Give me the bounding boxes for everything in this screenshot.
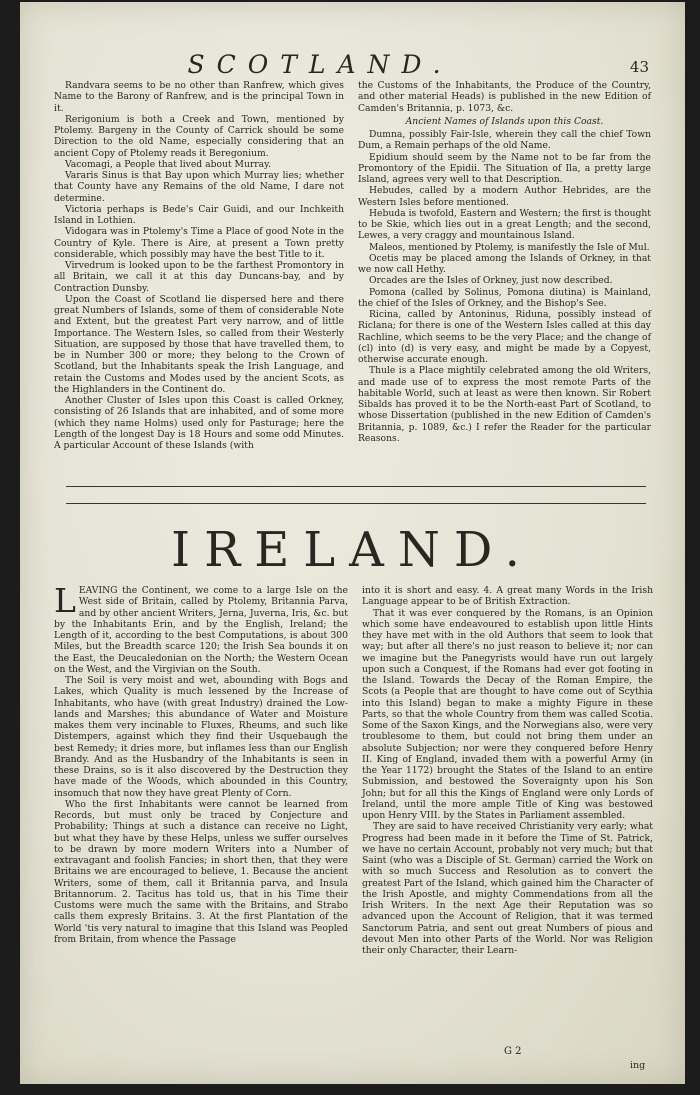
paragraph: Pomona (called by Solinus, Pomona diutina) is Mainland, the chief of the Isles of Orkney, and the Bishop's See. [358, 286, 651, 309]
section-subheading: Ancient Names of Islands upon this Coast. [405, 115, 604, 127]
paragraph: They are said to have received Christianity very early; what Progress had been made in it before the Time of St. Patrick, we have no certain Account, probably not very much; but that Saint (who was a Disciple of St. German) carried the Work on with so much Success and Resolution as to convert the greatest Part of the Island, which gained him the Character of the Irish Apostle, and mighty Commendations from all the Irish Writers. In the next Age their Reputation was so advanced upon the Account of Religion, that it was termed Sanctorum Patria, and sent out great Numbers of pious and devout Men into other Parts of the World. Nor was Religion their only Character, their Learn- [362, 821, 653, 956]
paragraph: Vacomagi, a People that lived about Murray. [65, 158, 272, 170]
paragraph: Vidogara was in Ptolemy's Time a Place of good Note in the Country of Kyle. There is Aire, at present a Town pretty considerable, which possibly may have the best Title to it. [54, 226, 344, 260]
ireland-left-column [54, 581, 348, 945]
section-divider-thick [66, 486, 646, 487]
section-divider-thin [66, 503, 646, 504]
paragraph: Randvara seems to be no other than Ranfrew, which gives Name to the Barony of Ranfrew, and is the principal Town in it. [54, 80, 344, 114]
paragraph: Another Cluster of Isles upon this Coast is called Orkney, consisting of 26 Islands that are inhabited, and of some more (which they name Holms) used only for Pasturage; here the Length of the longest Day is 18 Hours and some odd Minutes. A particular Account of these Islands (with [54, 395, 344, 451]
paragraph: Virvedrum is looked upon to be the farthest Promontory in all Britain, we call it at this day Duncans-bay, and by Contraction Dunsby. [54, 260, 344, 294]
paragraph: Maleos, mentioned by Ptolemy, is manifestly the Isle of Mul. [369, 241, 650, 253]
page-sheet [20, 2, 685, 1084]
paragraph: Ocetis may be placed among the Islands of Orkney, in that we now call Hethy. [358, 252, 651, 275]
paragraph: the Customs of the Inhabitants, the Produce of the Country, and other material Heads) is published in the new Edition of Camden's Britannia, p. 1073, &c. [358, 80, 651, 114]
paragraph: Victoria perhaps is Bede's Cair Guidi, and our Inchkeith Island in Lothien. [54, 203, 344, 226]
catchword: ing [630, 1060, 646, 1071]
paragraph: The Soil is very moist and wet, abounding with Bogs and Lakes, which Quality is much lessened by the Increase of Inhabitants, who have (with great Industry) drained the Low-lands and Marshes; this abundance of Water and Moisture makes them very incinable to Fluxes, Rheums, and such like Distempers, against which they find their Usquebaugh the best Remedy; it dries more, but inflames less than our English Brandy. And as the Husbandry of the Inhabitants is seen in these Drains, so is it also discovered by the Destruction they have made of the Woods, which abounded in this Country, insomuch that now they have great Plenty of Corn. [54, 675, 348, 799]
paragraph: Hebuda is twofold, Eastern and Western; the first is thought to be Skie, which lies out in a great Length; and the second, Lewes, a very craggy and mountainous Island. [358, 207, 651, 242]
paragraph: Dumna, possibly Fair-Isle, wherein they call the chief Town Dum, a Remain perhaps of the old Name. [358, 129, 651, 152]
paragraph: That it was ever conquered by the Romans, is an Opinion which some have endeavoured to establish upon little Hints they have met with in the old Authors that seem to look that way; but after all there's no just reason to believe it; nor can we imagine but the Panegyrists would have run out largely upon such a Conquest, if the Romans had ever got footing in the Island. Towards the Decay of the Roman Empire, the Scots (a People that are thought to have come out of Scythia into this Island) began to make a mighty Figure in these Parts, so that the whole Country from them was called Scotia. Some of the Saxon Kings, and the Norwegians also, were very troublesome to them, but could not bring them under an absolute Subjection; nor were they conquered before Henry II. King of England, invaded them with a powerful Army (in the Year 1172) brought the States of the Island to an entire Submission, and bestowed the Soveraignty upon his Son John; but for all this the Kings of England were only Lords of Ireland, until the more ample Title of King was bestowed upon Henry VIII. by the States in Parliament assembled. [362, 607, 653, 821]
scotland-right-column [358, 80, 651, 444]
paragraph: Who the first Inhabitants were cannot be learned from Records, but must only be traced by Conjecture and Probability; Things at such a distance can receive no Light, but what they have by these Helps, unless we suffer ourselves to be drawn by more modern Writers into a Number of extravagant and foolish Fancies; in short then, that they were Britains we are encouraged to believe, 1. Because the ancient Writers, some of them, call it Britannia parva, and Insula Britannorum. 2. Tacitus has told us, that in his Time their Customs were much the same with the Britains, and Strabo calls them expresly Britains. 3. At the first Plantation of the World 'tis very natural to imagine that this Island was Peopled from Britain, from whence the Passage [54, 798, 348, 945]
paragraph: Thule is a Place mightily celebrated among the old Writers, and made use of to express the most remote Parts of the habitable World, such at least as were then known. Sir Robert Sibalds has proved it to be the North-east Part of Scotland, to whose Dissertation (published in the new Edition of Camden's Britannia, p. 1089, &c.) I refer the Reader for the particular Reasons. [358, 365, 651, 444]
paragraph: Ricina, called by Antoninus, Riduna, possibly instead of Riclana; for there is one of the Western Isles called at this day Rachline, which seems to be the very Place; and the change of (cl) into (d) is very easy, and might be made by a Copyest, otherwise accurate enough. [358, 309, 651, 365]
ireland-right-column [362, 585, 653, 956]
signature-mark: G 2 [504, 1046, 522, 1057]
paragraph: into it is short and easy. 4. A great many Words in the Irish Language appear to be of British Extraction. [362, 585, 653, 608]
paragraph: Vararis Sinus is that Bay upon which Murray lies; whether that County have any Remains of the old Name, I dare not determine. [54, 170, 344, 204]
scotland-left-column [54, 80, 344, 451]
page-number: 43 [629, 58, 649, 76]
paragraph: Rerigonium is both a Creek and Town, mentioned by Ptolemy. Bargeny in the County of Carrick should be some Direction to the old Name, especially considering that an ancient Copy of Ptolemy reads it Beregonium. [54, 113, 344, 159]
section-title: IRELAND. [171, 522, 534, 578]
paragraph: Upon the Coast of Scotland lie dispersed here and there great Numbers of Islands, some of them of considerable Note and Extent, but the greatest Part very narrow, and of little Importance. The Western Isles, so called from their Westerly Situation, are supposed by those that have travelled them, to be in Number 300 or more; they belong to the Crown of Scotland, but the Inhabitants speak the Irish Language, and retain the Customs and Modes used by the ancient Scots, as the Highlanders in the Continent do. [54, 293, 344, 395]
paragraph: Epidium should seem by the Name not to be far from the Promontory of the Epidii. The Situation of Ila, a pretty large Island, agrees very well to that Description. [358, 151, 651, 185]
drop-cap: L [54, 581, 76, 620]
opening-text: EAVING the Continent, we come to a large Isle on the West side of Britain, called by Ptolemy, Britannia Parva, and by other ancient Writers, Jerna, Juverna, Iris, &c. but by the Inhabitants Erin, and by the English, Ireland; the Length of it, according to the best Computations, is about 300 Miles, but the Breadth scarce 120; the Irish Sea bounds it on the East, the Deucaledonian on the North; the Western Ocean on the West, and the Virgivian on the South. [54, 585, 348, 675]
paragraph: Hebudes, called by a modern Author Hebrides, are the Western Isles before mentioned. [358, 185, 651, 208]
opening-paragraph [54, 581, 348, 675]
paragraph: Orcades are the Isles of Orkney, just now described. [369, 275, 613, 287]
running-title: SCOTLAND. [187, 50, 453, 79]
